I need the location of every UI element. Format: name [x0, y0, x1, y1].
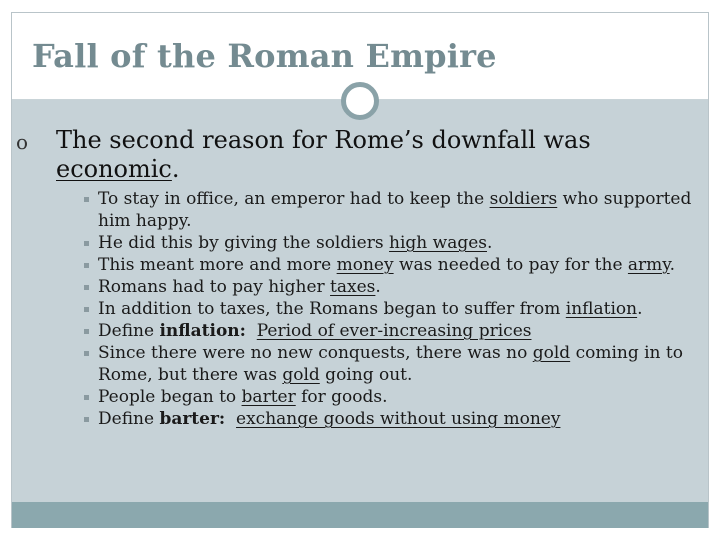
- square-bullet-icon: [84, 417, 89, 422]
- sub-bullet-item: [84, 188, 694, 232]
- underlined-term: barter: [241, 387, 296, 407]
- sub-bullet-text-part: going out.: [319, 365, 413, 385]
- main-bullet-underlined: economic: [56, 155, 172, 183]
- sub-bullet-text-part: [225, 409, 236, 429]
- square-bullet-icon: [84, 285, 89, 290]
- sub-bullet-text-part: Define: [98, 321, 160, 341]
- sub-bullet-text-part: In addition to taxes, the Romans began to suffer from: [98, 299, 566, 319]
- underlined-term: gold: [282, 365, 320, 385]
- square-bullet-icon: [84, 395, 89, 400]
- sub-bullet-item: [84, 276, 694, 298]
- underlined-term: Period of ever-increasing prices: [256, 321, 532, 341]
- underlined-term: exchange goods without using money: [236, 409, 561, 429]
- underlined-term: high wages: [389, 233, 487, 253]
- underlined-term: inflation: [565, 299, 638, 319]
- sub-bullet-text: [98, 232, 694, 254]
- sub-bullet-text-part: was needed to pay for the: [393, 255, 628, 275]
- sub-bullet-list: [84, 188, 694, 430]
- main-bullet-text-end: .: [171, 155, 180, 183]
- main-bullet-text-part: The second reason for Rome’s downfall was: [56, 126, 591, 154]
- sub-bullet-text-part: for goods.: [295, 387, 388, 407]
- sub-bullet-text-part: This meant more and more: [98, 255, 337, 275]
- sub-bullet-text: [98, 298, 694, 320]
- underlined-term: taxes: [330, 277, 376, 297]
- underlined-term: gold: [532, 343, 571, 363]
- slide-title: Fall of the Roman Empire: [32, 37, 497, 75]
- underlined-term: money: [336, 255, 394, 275]
- sub-bullet-text-part: who supported him happy.: [98, 189, 692, 231]
- sub-bullet-text-part: To stay in office, an emperor had to keep the: [98, 189, 490, 209]
- bold-term: barter:: [159, 409, 226, 429]
- square-bullet-icon: [84, 329, 89, 334]
- sub-bullet-text: [98, 386, 694, 408]
- sub-bullet-text-part: .: [487, 233, 493, 253]
- sub-bullet-text-part: People began to: [98, 387, 242, 407]
- sub-bullet-text: [98, 342, 694, 386]
- sub-bullet-text-part: .: [375, 277, 381, 297]
- sub-bullet-item: [84, 254, 694, 276]
- sub-bullet-text: [98, 188, 694, 232]
- underlined-term: army: [627, 255, 670, 275]
- square-bullet-icon: [84, 351, 89, 356]
- sub-bullet-text-part: He did this by giving the soldiers: [98, 233, 390, 253]
- sub-bullet-text-part: .: [637, 299, 643, 319]
- sub-bullet-item: [84, 298, 694, 320]
- bold-term: inflation:: [159, 321, 246, 341]
- sub-bullet-item: [84, 386, 694, 408]
- sub-bullet-item: [84, 320, 694, 342]
- sub-bullet-item: [84, 232, 694, 254]
- main-bullet-text: [56, 126, 676, 184]
- sub-bullet-text-part: .: [669, 255, 676, 275]
- sub-bullet-text: [98, 276, 694, 298]
- sub-bullet-text-part: [246, 321, 257, 341]
- sub-bullet-item: [84, 408, 694, 430]
- square-bullet-icon: [84, 197, 89, 202]
- sub-bullet-item: [84, 342, 694, 386]
- square-bullet-icon: [84, 263, 89, 268]
- footer-bar: [12, 502, 708, 528]
- hollow-circle-bullet-icon: o: [16, 130, 29, 154]
- sub-bullet-text-part: coming in to Rome, but there was: [98, 343, 683, 385]
- square-bullet-icon: [84, 307, 89, 312]
- sub-bullet-text-part: Since there were no new conquests, there was no: [98, 343, 533, 363]
- sub-bullet-text: [98, 254, 694, 276]
- sub-bullet-text: [98, 320, 694, 342]
- square-bullet-icon: [84, 241, 89, 246]
- sub-bullet-text-part: Define: [98, 409, 160, 429]
- underlined-term: soldiers: [489, 189, 558, 209]
- sub-bullet-text-part: Romans had to pay higher: [98, 277, 331, 297]
- sub-bullet-text: [98, 408, 694, 430]
- circle-ornament-icon: [341, 82, 379, 120]
